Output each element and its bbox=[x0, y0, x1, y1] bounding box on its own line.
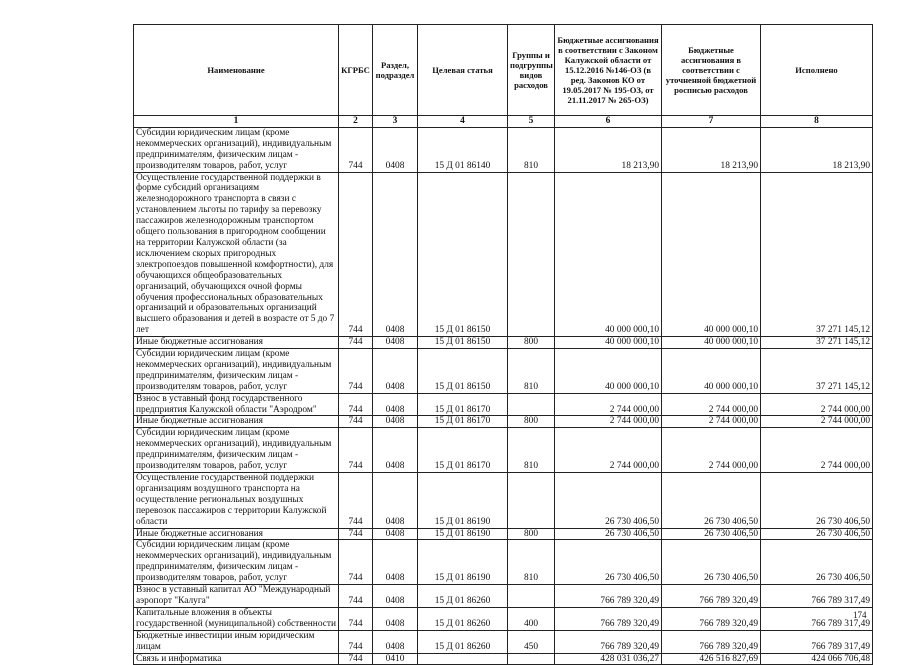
row-vid: 800 bbox=[508, 416, 555, 428]
row-cel: 15 Д 01 86190 bbox=[418, 473, 508, 529]
table-row bbox=[134, 349, 873, 394]
row-vid: 800 bbox=[508, 337, 555, 349]
row-budget-law: 2 744 000,00 bbox=[555, 428, 662, 473]
table-row bbox=[134, 473, 873, 529]
row-cel: 15 Д 01 86190 bbox=[418, 528, 508, 540]
row-budget-rosp: 40 000 000,10 bbox=[662, 349, 761, 394]
row-kgrbs: 744 bbox=[339, 428, 373, 473]
row-ispolneno: 766 789 317,49 bbox=[761, 630, 873, 653]
table-row bbox=[134, 607, 873, 630]
row-razdel: 0408 bbox=[373, 127, 418, 172]
col-number: 7 bbox=[662, 116, 761, 128]
row-vid bbox=[508, 393, 555, 416]
row-razdel: 0408 bbox=[373, 528, 418, 540]
row-vid: 810 bbox=[508, 127, 555, 172]
row-kgrbs: 744 bbox=[339, 540, 373, 585]
row-vid: 800 bbox=[508, 528, 555, 540]
table-row bbox=[134, 585, 873, 608]
row-budget-rosp: 18 213,90 bbox=[662, 127, 761, 172]
row-razdel: 0408 bbox=[373, 349, 418, 394]
row-budget-rosp: 26 730 406,50 bbox=[662, 528, 761, 540]
row-vid bbox=[508, 172, 555, 337]
page-number: 174 bbox=[853, 610, 867, 620]
row-kgrbs: 744 bbox=[339, 585, 373, 608]
row-cel: 15 Д 01 86170 bbox=[418, 393, 508, 416]
row-ispolneno: 2 744 000,00 bbox=[761, 393, 873, 416]
header-cel: Целевая статья bbox=[418, 25, 508, 116]
table-row bbox=[134, 630, 873, 653]
row-cel: 15 Д 01 86260 bbox=[418, 585, 508, 608]
row-budget-rosp: 2 744 000,00 bbox=[662, 416, 761, 428]
row-cel bbox=[418, 653, 508, 665]
col-number: 2 bbox=[339, 116, 373, 128]
row-budget-rosp: 40 000 000,10 bbox=[662, 172, 761, 337]
header-name: Наименование bbox=[134, 25, 339, 116]
row-name: Взнос в уставный фонд государственного предприятия Калужской области "Аэродром" bbox=[134, 393, 339, 416]
row-ispolneno: 26 730 406,50 bbox=[761, 540, 873, 585]
row-budget-rosp: 26 730 406,50 bbox=[662, 473, 761, 529]
col-number: 6 bbox=[555, 116, 662, 128]
row-name: Иные бюджетные ассигнования bbox=[134, 528, 339, 540]
row-kgrbs: 744 bbox=[339, 473, 373, 529]
row-cel: 15 Д 01 86260 bbox=[418, 630, 508, 653]
row-vid: 450 bbox=[508, 630, 555, 653]
row-name: Иные бюджетные ассигнования bbox=[134, 416, 339, 428]
row-vid: 810 bbox=[508, 349, 555, 394]
row-budget-rosp: 2 744 000,00 bbox=[662, 393, 761, 416]
row-vid: 810 bbox=[508, 428, 555, 473]
row-razdel: 0408 bbox=[373, 172, 418, 337]
row-name: Бюджетные инвестиции иным юридическим лицам bbox=[134, 630, 339, 653]
row-budget-rosp: 766 789 320,49 bbox=[662, 585, 761, 608]
row-kgrbs: 744 bbox=[339, 528, 373, 540]
row-razdel: 0408 bbox=[373, 393, 418, 416]
row-ispolneno: 2 744 000,00 bbox=[761, 428, 873, 473]
row-name: Осуществление государственной поддержки в форме субсидий организациям железнодорожного транспорта в связи с установлением льготы по тарифу за перевозку пассажиров железнодорожным транспортом общего пользования в пригородном сообщении на территории Калужской области (за исключением скорых пригородных электропоездов повышенной комфортности), для обучающихся общеобразовательных организаций, обучающихся очной формы обучения профессиональных образовательных организаций и образовательных организаций высшего образования и детей в возрасте от 5 до 7 лет bbox=[134, 172, 339, 337]
row-razdel: 0408 bbox=[373, 428, 418, 473]
header-ispolneno: Исполнено bbox=[761, 25, 873, 116]
row-kgrbs: 744 bbox=[339, 349, 373, 394]
row-name: Субсидии юридическим лицам (кроме некоммерческих организаций), индивидуальным предпринимателям, физическим лицам - производителям товаров, работ, услуг bbox=[134, 428, 339, 473]
row-vid bbox=[508, 585, 555, 608]
row-name: Субсидии юридическим лицам (кроме некоммерческих организаций), индивидуальным предпринимателям, физическим лицам - производителям товаров, работ, услуг bbox=[134, 127, 339, 172]
row-vid: 810 bbox=[508, 540, 555, 585]
row-razdel: 0408 bbox=[373, 540, 418, 585]
row-cel: 15 Д 01 86150 bbox=[418, 349, 508, 394]
row-name: Субсидии юридическим лицам (кроме некоммерческих организаций), индивидуальным предпринимателям, физическим лицам - производителям товаров, работ, услуг bbox=[134, 349, 339, 394]
row-budget-law: 26 730 406,50 bbox=[555, 473, 662, 529]
row-kgrbs: 744 bbox=[339, 393, 373, 416]
header-budget-rosp: Бюджетные ассигнования в соответствии с уточненной бюджетной росписью расходов bbox=[662, 25, 761, 116]
row-kgrbs: 744 bbox=[339, 127, 373, 172]
row-ispolneno: 766 789 317,49 bbox=[761, 607, 873, 630]
row-name: Иные бюджетные ассигнования bbox=[134, 337, 339, 349]
row-budget-law: 766 789 320,49 bbox=[555, 585, 662, 608]
row-budget-law: 26 730 406,50 bbox=[555, 540, 662, 585]
row-budget-rosp: 766 789 320,49 bbox=[662, 630, 761, 653]
row-budget-rosp: 426 516 827,69 bbox=[662, 653, 761, 665]
row-kgrbs: 744 bbox=[339, 416, 373, 428]
row-cel: 15 Д 01 86150 bbox=[418, 337, 508, 349]
row-budget-rosp: 26 730 406,50 bbox=[662, 540, 761, 585]
table-row bbox=[134, 416, 873, 428]
column-number-row bbox=[134, 116, 873, 128]
row-kgrbs: 744 bbox=[339, 630, 373, 653]
row-budget-law: 766 789 320,49 bbox=[555, 607, 662, 630]
table-row bbox=[134, 393, 873, 416]
table-row bbox=[134, 428, 873, 473]
row-name: Осуществление государственной поддержки организациям воздушного транспорта на осуществление региональных воздушных перевозок пассажиров с территории Калужской области bbox=[134, 473, 339, 529]
row-kgrbs: 744 bbox=[339, 607, 373, 630]
row-name: Субсидии юридическим лицам (кроме некоммерческих организаций), индивидуальным предпринимателям, физическим лицам - производителям товаров, работ, услуг bbox=[134, 540, 339, 585]
row-razdel: 0408 bbox=[373, 416, 418, 428]
row-razdel: 0408 bbox=[373, 585, 418, 608]
row-budget-law: 766 789 320,49 bbox=[555, 630, 662, 653]
row-budget-law: 26 730 406,50 bbox=[555, 528, 662, 540]
row-razdel: 0408 bbox=[373, 473, 418, 529]
row-cel: 15 Д 01 86190 bbox=[418, 540, 508, 585]
row-kgrbs: 744 bbox=[339, 653, 373, 665]
row-razdel: 0408 bbox=[373, 607, 418, 630]
row-razdel: 0410 bbox=[373, 653, 418, 665]
row-razdel: 0408 bbox=[373, 337, 418, 349]
row-budget-law: 2 744 000,00 bbox=[555, 416, 662, 428]
row-budget-rosp: 40 000 000,10 bbox=[662, 337, 761, 349]
row-name: Капитальные вложения в объекты государственной (муниципальной) собственности bbox=[134, 607, 339, 630]
row-ispolneno: 26 730 406,50 bbox=[761, 473, 873, 529]
table-row bbox=[134, 172, 873, 337]
row-cel: 15 Д 01 86150 bbox=[418, 172, 508, 337]
header-gruppy: Группы и подгруппы видов расходов bbox=[508, 25, 555, 116]
budget-table bbox=[133, 24, 873, 665]
table-row bbox=[134, 127, 873, 172]
col-number: 8 bbox=[761, 116, 873, 128]
header-razdel: Раздел, подраздел bbox=[373, 25, 418, 116]
row-budget-law: 428 031 036,27 bbox=[555, 653, 662, 665]
row-budget-law: 40 000 000,10 bbox=[555, 172, 662, 337]
col-number: 4 bbox=[418, 116, 508, 128]
table-row bbox=[134, 540, 873, 585]
row-vid: 400 bbox=[508, 607, 555, 630]
row-cel: 15 Д 01 86170 bbox=[418, 416, 508, 428]
row-ispolneno: 37 271 145,12 bbox=[761, 172, 873, 337]
row-cel: 15 Д 01 86260 bbox=[418, 607, 508, 630]
col-number: 1 bbox=[134, 116, 339, 128]
table-row bbox=[134, 337, 873, 349]
header-budget-law: Бюджетные ассигнования в соответствии с Законом Калужской области от 15.12.2016 №146-ОЗ (в ред. Законов КО от 19.05.2017 № 195-ОЗ, от 21.11.2017 № 265-ОЗ) bbox=[555, 25, 662, 116]
row-kgrbs: 744 bbox=[339, 337, 373, 349]
row-budget-rosp: 766 789 320,49 bbox=[662, 607, 761, 630]
col-number: 3 bbox=[373, 116, 418, 128]
col-number: 5 bbox=[508, 116, 555, 128]
table-header-row bbox=[134, 25, 873, 116]
row-ispolneno: 37 271 145,12 bbox=[761, 349, 873, 394]
row-razdel: 0408 bbox=[373, 630, 418, 653]
row-ispolneno: 37 271 145,12 bbox=[761, 337, 873, 349]
row-budget-law: 40 000 000,10 bbox=[555, 337, 662, 349]
row-name: Связь и информатика bbox=[134, 653, 339, 665]
table-row bbox=[134, 528, 873, 540]
row-ispolneno: 18 213,90 bbox=[761, 127, 873, 172]
row-vid bbox=[508, 653, 555, 665]
row-ispolneno: 766 789 317,49 bbox=[761, 585, 873, 608]
row-vid bbox=[508, 473, 555, 529]
table-row bbox=[134, 653, 873, 665]
row-budget-law: 2 744 000,00 bbox=[555, 393, 662, 416]
row-budget-rosp: 2 744 000,00 bbox=[662, 428, 761, 473]
row-name: Взнос в уставный капитал АО "Международный аэропорт "Калуга" bbox=[134, 585, 339, 608]
header-kgrbs: КГРБС bbox=[339, 25, 373, 116]
row-ispolneno: 2 744 000,00 bbox=[761, 416, 873, 428]
row-kgrbs: 744 bbox=[339, 172, 373, 337]
row-cel: 15 Д 01 86170 bbox=[418, 428, 508, 473]
row-ispolneno: 26 730 406,50 bbox=[761, 528, 873, 540]
row-cel: 15 Д 01 86140 bbox=[418, 127, 508, 172]
row-budget-law: 18 213,90 bbox=[555, 127, 662, 172]
row-ispolneno: 424 066 706,48 bbox=[761, 653, 873, 665]
row-budget-law: 40 000 000,10 bbox=[555, 349, 662, 394]
